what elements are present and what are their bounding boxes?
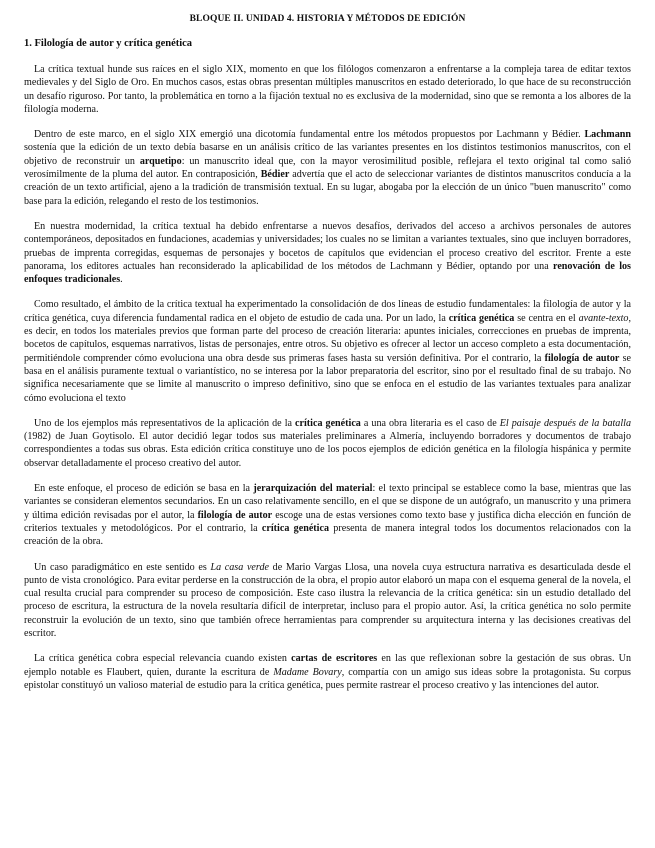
text-run: se basa en el análisis puramente textual o variantístico, no se interesa por la labor preparatoria del escritor, sino por el resultado final de su trabajo. No significa necesariamente que se limite al manuscrito o impreso definitivo, sino que se enfoca en el estudio de las variantes textuales para analizar cómo evoluciona el texto <box>24 352 631 404</box>
paragraph <box>24 652 631 692</box>
bold-term: jerarquización del material <box>253 483 373 495</box>
bold-term: crítica genética <box>448 312 515 324</box>
bold-term: Lachmann <box>584 129 631 141</box>
text-run: En este enfoque, el proceso de edición se basa en la <box>34 483 254 495</box>
paragraph <box>24 417 631 470</box>
text-run: (1982) de Juan Goytisolo. El autor decidió legar todos sus materiales preliminares a Almería, incluyendo borradores y documentos de trabajo correspondientes a todas sus obras. Esta edición crítica constituye uno de los pocos ejemplos de edición genética en la filología hispánica y permite observar detalladamente el proceso creativo del autor. <box>24 431 631 469</box>
text-run: , compartía con un amigo sus ideas sobre la protagonista. Su corpus epistolar constituyó un valioso material de estudio para la crítica genética, pues permite rastrear el proceso creativo y las intenciones del autor. <box>24 666 631 691</box>
text-run: : el texto principal se establece como la base, mientras que las variantes se consideran elementos secundarios. En un caso relativamente sencillo, en el que se dispone de un autógrafo, un manuscrito y una primera y última edición revisadas por el autor, la <box>24 483 632 521</box>
text-run: escoge una de estas versiones como texto base y justifica dicha elección en función de criterios textuales y metodológicos. Por el contrario, la <box>24 509 631 534</box>
text-run: Uno de los ejemplos más representativos de la aplicación de la <box>34 417 296 429</box>
text-run: La crítica textual hunde sus raíces en el siglo XIX, momento en que los filólogos comenzaron a enfrentarse a la compleja tarea de editar textos medievales y del Siglo de Oro. En muchos casos, estas obras presentan múltiples manuscritos en estado deteriorado, lo que hace de su reconstrucción un desafío riguroso. Por tanto, la problemática en torno a la fijación textual no es exclusiva de la modernidad, sino que se remonta a los albores de la filología moderna. <box>24 64 631 115</box>
text-run: Como resultado, el ámbito de la crítica textual ha experimentado la consolidación de dos líneas de estudio fundamentales: la filología de autor y la crítica genética, cuya diferencia fundamental radica en el objeto de estudio de cada una. Por un lado, la <box>24 299 631 324</box>
bold-term: filología de autor <box>197 509 273 521</box>
page-header: BLOQUE II. UNIDAD 4. HISTORIA Y MÉTODOS DE EDICIÓN <box>189 14 466 24</box>
bold-term: Bédier <box>260 169 290 181</box>
text-run: . <box>120 274 123 286</box>
paragraph <box>24 63 631 116</box>
text-run: En nuestra modernidad, la crítica textual ha debido enfrentarse a nuevos desafíos, derivados del acceso a archivos personales de autores contemporáneos, depositados en fundaciones, academias y universidades; los cuales no se limitan a variantes textuales, sino que incluyen borradores, pruebas de imprenta corregidas, esquemas de personajes y bocetos de capítulos que evidencian el proceso creativo del escritor. Frente a este panorama, los editores actuales han reconsiderado la aplicabilidad de los métodos de Lachmann y Bédier, optando por una <box>24 220 631 272</box>
paragraph <box>24 298 631 404</box>
paragraph <box>24 128 631 208</box>
text-run: La crítica genética cobra especial relevancia cuando existen <box>34 653 292 665</box>
italic-title: avante-texto <box>578 312 629 324</box>
text-run: presenta de manera integral todos los documentos relacionados con la creación de la obra. <box>24 522 631 548</box>
text-run: Un caso paradigmático en este sentido es <box>34 561 211 573</box>
bold-term: crítica genética <box>261 522 329 534</box>
paragraph <box>24 482 631 548</box>
text-run: , es decir, en todos los materiales previos que forman parte del proceso de creación literaria: apuntes iniciales, correcciones en pruebas de imprenta, bocetos de capítulos, esquemas narrativos, listas de personajes, entre otros. Su objetivo es ofrecer al lector un acceso completo a esta documentación, permitiéndole comprender cómo evoluciona una obra desde sus primeras fases hasta su versión definitiva. Por el contrario, la <box>24 312 631 364</box>
bold-term: arquetipo <box>139 155 182 167</box>
text-run: en las que reflexionan sobre la gestación de sus obras. Un ejemplo notable es Flaubert, quien, durante la escritura de <box>24 653 631 678</box>
bold-term: cartas de escritores <box>291 653 378 665</box>
text-run: a una obra literaria es el caso de <box>360 417 500 429</box>
text-run: Dentro de este marco, en el siglo XIX emergió una dicotomía fundamental entre los métodos propuestos por Lachmann y Bédier. <box>34 129 585 141</box>
italic-title: Madame Bovary <box>273 666 342 678</box>
bold-term: crítica genética <box>295 417 361 429</box>
text-run: advertía que el acto de seleccionar variantes de distintos manuscritos conducía a la creación de un texto artificial, ajeno a la tradición de transmisión textual. En su lugar, abogaba por la elección de un único "buen manuscrito" como base para la edición, relegando el resto de los testimonios. <box>24 169 632 207</box>
text-run: de Mario Vargas Llosa, una novela cuya estructura narrativa es desarticulada desde el punto de vista cronológico. Para evitar perderse en la construcción de la obra, el propio autor elaboró un mapa con el esquema general de la novela, el cual resulta crucial para comprender su proceso de composición. Este caso ilustra la relevancia de la crítica genética: sin un estudio detallado del proceso de escritura, la estructura de la novela resultaría difícil de interpretar, incluso para el propio autor. Así, la crítica genética no solo permite reconstruir la evolución de un texto, sino que también ofrece herramientas para comprender su arquitectura interna y las decisiones creativas del escritor. <box>24 561 631 639</box>
italic-title: El paisaje después de la batalla <box>499 417 631 429</box>
italic-title: La casa verde <box>210 561 269 573</box>
bold-term: filología de autor <box>544 352 620 364</box>
section-title: 1. Filología de autor y crítica genética <box>24 38 193 49</box>
document-body <box>24 63 631 692</box>
text-run: se centra en el <box>514 312 579 324</box>
bold-term: renovación de los enfoques tradicionales <box>24 260 631 286</box>
text-run: sostenía que la edición de un texto debía basarse en un análisis crítico de las variantes presentes en los distintos testimonios manuscritos, con el objetivo de reconstruir un <box>24 142 631 167</box>
paragraph <box>24 561 631 641</box>
paragraph <box>24 220 631 286</box>
text-run: : un manuscrito ideal que, con la mayor verosimilitud posible, reflejara el texto original tal como salió verosímilmente de la pluma del autor. En contraposición, <box>24 155 631 181</box>
